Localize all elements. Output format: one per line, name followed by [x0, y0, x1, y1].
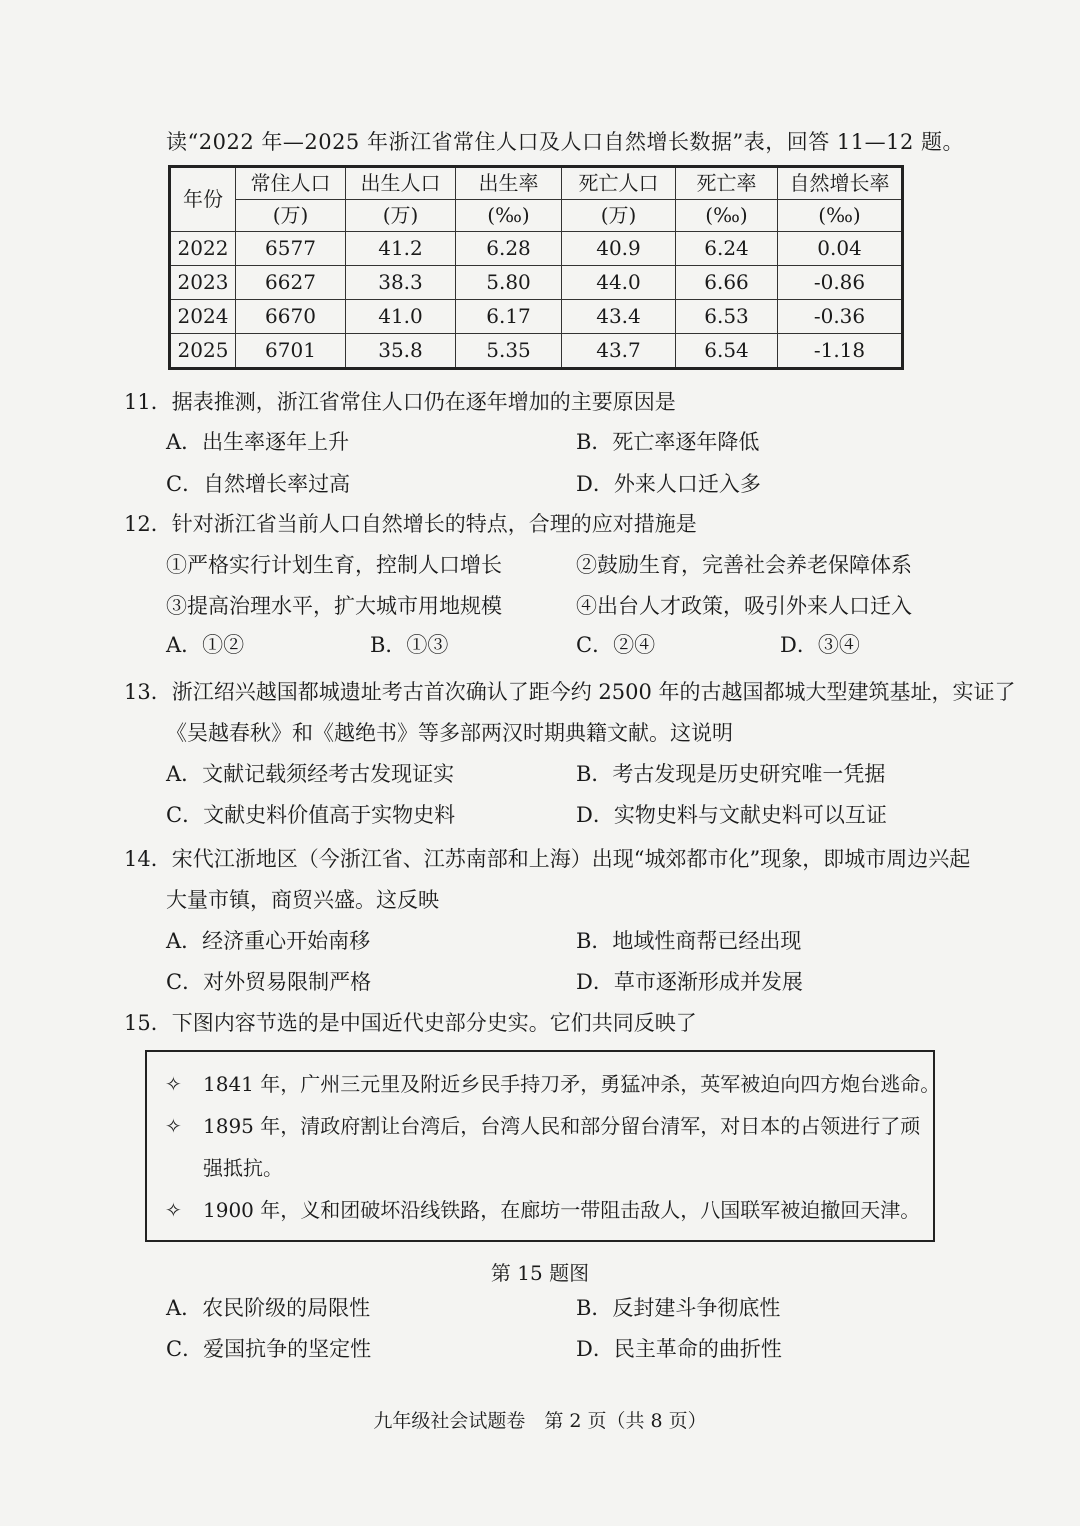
q13-option-d: D．实物史料与文献史料可以互证 [576, 803, 887, 827]
q11-option-a: A．出生率逐年上升 [166, 430, 350, 454]
q15-event-1895 [165, 1110, 920, 1139]
header-unit: (‰) [778, 200, 903, 232]
question-14-stem-cont: 大量市镇，商贸兴盛。这反映 [166, 888, 439, 912]
table-cell: 6701 [236, 334, 346, 369]
sparkle-icon: ✧ [165, 1114, 182, 1138]
q12-statement-3: ③提高治理水平，扩大城市用地规模 [166, 594, 502, 618]
table-row [170, 300, 903, 334]
table-intro: 读“2022 年—2025 年浙江省常住人口及人口自然增长数据”表，回答 11—12 题。 [166, 130, 965, 154]
header-year: 年份 [170, 167, 236, 232]
q15-figure-caption: 第 15 题图 [490, 1261, 590, 1285]
header-births: 出生人口 [346, 167, 456, 200]
q13-option-b: B．考古发现是历史研究唯一凭据 [576, 762, 886, 786]
table-cell: 6.17 [456, 300, 562, 334]
sparkle-icon: ✧ [165, 1198, 182, 1222]
header-unit: (‰) [676, 200, 778, 232]
q13-option-a: A．文献记载须经考古发现证实 [166, 762, 455, 786]
table-cell: 41.0 [346, 300, 456, 334]
table-cell: 2022 [170, 232, 236, 266]
header-deaths: 死亡人口 [562, 167, 676, 200]
q15-option-b: B．反封建斗争彻底性 [576, 1296, 781, 1320]
header-natural-growth: 自然增长率 [778, 167, 903, 200]
header-resident: 常住人口 [236, 167, 346, 200]
question-14-stem: 14．宋代江浙地区（今浙江省、江苏南部和上海）出现“城郊都市化”现象，即城市周边兴起 [124, 847, 971, 871]
sparkle-icon: ✧ [165, 1072, 182, 1096]
question-12-stem: 12．针对浙江省当前人口自然增长的特点，合理的应对措施是 [124, 512, 697, 536]
table-cell: 6627 [236, 266, 346, 300]
q11-option-b: B．死亡率逐年降低 [576, 430, 760, 454]
q13-option-c: C．文献史料价值高于实物史料 [166, 803, 456, 827]
q12-statement-2: ②鼓励生育，完善社会养老保障体系 [576, 553, 912, 577]
table-cell: 6.54 [676, 334, 778, 369]
table-cell: 43.7 [562, 334, 676, 369]
q12-option-a: A．①② [166, 633, 245, 657]
table-cell: 35.8 [346, 334, 456, 369]
q14-option-c: C．对外贸易限制严格 [166, 970, 372, 994]
q11-option-c: C．自然增长率过高 [166, 472, 351, 496]
q15-excerpt-box [145, 1050, 941, 1242]
table-cell: 44.0 [562, 266, 676, 300]
header-unit: (万) [236, 200, 346, 232]
question-11-stem: 11．据表推测，浙江省常住人口仍在逐年增加的主要原因是 [124, 390, 676, 414]
event-text: 1895 年，清政府割让台湾后，台湾人民和部分留台清军，对日本的占领进行了顽 [203, 1114, 921, 1138]
table-cell: 2025 [170, 334, 236, 369]
event-text: 1900 年，义和团破坏沿线铁路，在廊坊一带阻击敌人，八国联军被迫撤回天津。 [203, 1198, 921, 1222]
q12-statement-1: ①严格实行计划生育，控制人口增长 [166, 553, 502, 577]
table-cell: 6.28 [456, 232, 562, 266]
q12-option-b: B．①③ [370, 633, 449, 657]
table-cell: 41.2 [346, 232, 456, 266]
q15-option-c: C．爱国抗争的坚定性 [166, 1337, 372, 1361]
q12-option-c: C．②④ [576, 633, 656, 657]
header-unit: (‰) [456, 200, 562, 232]
table-cell: -1.18 [778, 334, 903, 369]
event-text: 1841 年，广州三元里及附近乡民手持刀矛，勇猛冲杀，英军被迫向四方炮台逃命。 [203, 1072, 941, 1096]
table-cell: 6.53 [676, 300, 778, 334]
q15-event-1900 [165, 1194, 920, 1223]
table-cell: 43.4 [562, 300, 676, 334]
table-cell: 2024 [170, 300, 236, 334]
event-text: 强抵抗。 [203, 1156, 283, 1180]
table-cell: 5.80 [456, 266, 562, 300]
table-cell: 6.24 [676, 232, 778, 266]
table-cell: 6577 [236, 232, 346, 266]
population-table [168, 165, 904, 370]
q14-option-b: B．地域性商帮已经出现 [576, 929, 802, 953]
q12-statement-4: ④出台人才政策，吸引外来人口迁入 [576, 594, 912, 618]
table-cell: 2023 [170, 266, 236, 300]
header-unit: (万) [562, 200, 676, 232]
question-13-stem-cont: 《吴越春秋》和《越绝书》等多部两汉时期典籍文献。这说明 [166, 721, 733, 745]
table-cell: 6.66 [676, 266, 778, 300]
page-footer: 九年级社会试题卷 第 2 页（共 8 页） [373, 1410, 707, 1432]
table-row [170, 334, 903, 369]
q11-option-d: D．外来人口迁入多 [576, 472, 761, 496]
q15-event-1895-cont [165, 1152, 283, 1181]
header-death-rate: 死亡率 [676, 167, 778, 200]
q15-event-1841 [165, 1068, 940, 1097]
table-cell: 5.35 [456, 334, 562, 369]
table-cell: -0.36 [778, 300, 903, 334]
question-15-stem: 15．下图内容节选的是中国近代史部分史实。它们共同反映了 [124, 1011, 697, 1035]
table-cell: 38.3 [346, 266, 456, 300]
table-cell: -0.86 [778, 266, 903, 300]
q14-option-d: D．草市逐渐形成并发展 [576, 970, 803, 994]
q12-option-d: D．③④ [780, 633, 860, 657]
table-row [170, 266, 903, 300]
question-13-stem: 13．浙江绍兴越国都城遗址考古首次确认了距今约 2500 年的古越国都城大型建筑基址，实证了 [124, 680, 1016, 704]
q14-option-a: A．经济重心开始南移 [166, 929, 371, 953]
header-unit: (万) [346, 200, 456, 232]
table-cell: 0.04 [778, 232, 903, 266]
table-row [170, 232, 903, 266]
header-birth-rate: 出生率 [456, 167, 562, 200]
table-cell: 40.9 [562, 232, 676, 266]
q15-option-d: D．民主革命的曲折性 [576, 1337, 782, 1361]
q15-option-a: A．农民阶级的局限性 [166, 1296, 371, 1320]
table-cell: 6670 [236, 300, 346, 334]
